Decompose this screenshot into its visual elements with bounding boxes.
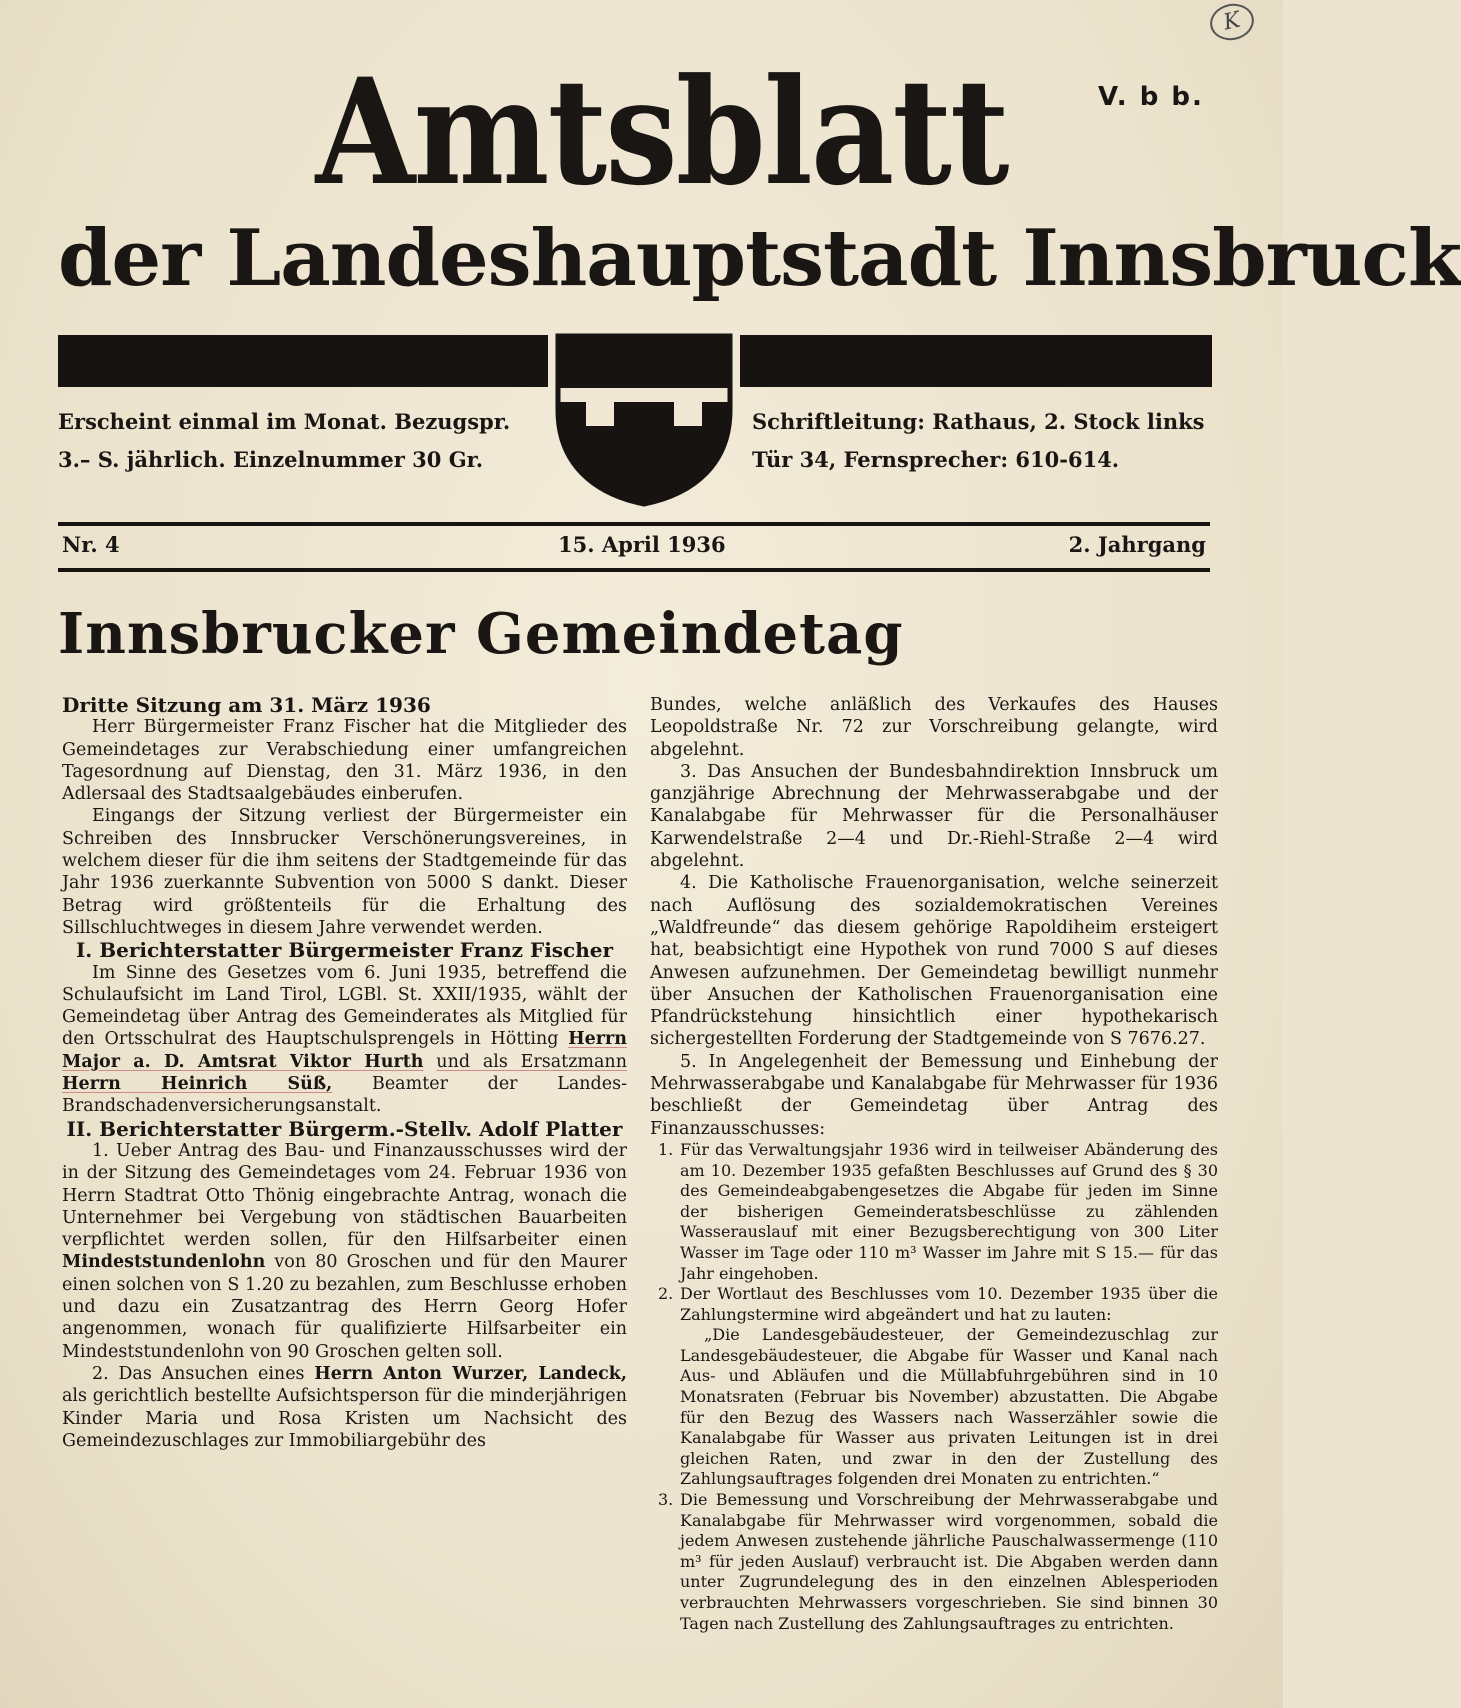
list-text: Für das Verwaltungsjahr 1936 wird in teilweiser Abänderung des am 10. Dezember 1935 gefaßten Beschlusses auf Grund des § 30 des Gemeindeabgabengesetzes die Abgabe für jeden im Sinne der bisherigen Gemeinderatsbeschlüsse zu zählenden Wasserauslauf mit einer Bezugsberechtigung von 300 Liter Wasser im Tage oder 110 m³ Wasser im Jahre mit S 15.— für das Jahr eingehoben.: [680, 1139, 1218, 1283]
issue-date: 15. April 1936: [558, 532, 726, 557]
corner-handwritten-mark: K: [1207, 0, 1258, 44]
masthead-subscription-info: [58, 403, 558, 479]
paragraph: 4. Die Katholische Frauenorganisation, welche seinerzeit nach Auflösung des sozialdemokratischen Vereines „Waldfreunde“ das diesem gehörige Rapoldiheim ersteigert hat, beabsichtigt eine Hypothek von rund 7000 S auf dieses Anwesen aufzunehmen. Der Gemeindetag bewilligt nunmehr über Ansuchen der Katholischen Frauenorganisation eine Pfandrückstehung hinsichtlich einer hypothekarisch sichergestellten Forderung der Stadtgemeinde von S 7676.27.: [650, 873, 1218, 1050]
paragraph-text: 2. Das Ansuchen eines: [92, 1363, 305, 1384]
article-headline: Innsbrucker Gemeindetag: [58, 601, 904, 667]
list-text: Die Bemessung und Vorschreibung der Mehrwasserabgabe und Kanalabgabe für Mehrwasser wird vorgenommen, sobald die jedem Anwesen zustehende jährliche Pauschalwassermenge (110 m³ für jeden Auslauf) verbraucht ist. Die Abgaben werden dann unter Zugrundelegung des in den einzelnen Ablesperioden verbrauchten Mehrwassers vorgeschrieben. Sie sind binnen 30 Tagen nach Zustellung des Zahlungsauftrages zu entrichten.: [680, 1490, 1218, 1633]
rule-top: [58, 522, 1210, 526]
classification-mark: V. b b.: [1098, 82, 1204, 112]
list-number: 2.: [658, 1284, 674, 1304]
rule-bottom: [58, 568, 1210, 572]
list-text: Der Wortlaut des Beschlusses vom 10. Dezember 1935 über die Zahlungstermine wird abgeändert und hat zu lauten:: [680, 1284, 1218, 1324]
list-number: 3.: [658, 1490, 674, 1510]
editorial-line-2: Tür 34, Fernsprecher: 610-614.: [752, 447, 1120, 472]
list-item: [650, 1284, 1218, 1490]
paragraph: [62, 1363, 627, 1452]
person-name: Herrn Anton Wurzer, Landeck,: [314, 1363, 627, 1384]
paragraph: Eingangs der Sitzung verliest der Bürgermeister ein Schreiben des Innsbrucker Verschönerungsvereines, in welchem dieser für die ihm seitens der Stadtgemeinde für das Jahr 1936 zuerkannte Subvention von 5000 S dankt. Dieser Betrag wird größtenteils für die Erhaltung des Sillschluchtweges in diesem Jahre verwendet werden.: [62, 806, 627, 938]
paragraph-text: als gerichtlich bestellte Aufsichtsperson für die minderjährigen Kinder Maria und Rosa Kristen um Nachsicht des Gemeindezuschlages zur Immobiliargebühr des: [62, 1386, 627, 1451]
paragraph: 3. Das Ansuchen der Bundesbahndirektion Innsbruck um ganzjährige Abrechnung der Mehrwasserabgabe und der Kanalabgabe für Mehrwasser für die Personalhäuser Karwendelstraße 2—4 und Dr.-Riehl-Straße 2—4 wird abgelehnt.: [650, 761, 1218, 872]
paragraph: Bundes, welche anläßlich des Verkaufes des Hauses Leopoldstraße Nr. 72 zur Vorschreibung gelangte, wird abgelehnt.: [650, 695, 1218, 760]
list-number: 1.: [658, 1139, 674, 1159]
article-column-right: [650, 694, 1218, 1634]
section-heading: II. Berichterstatter Bürgerm.-Stellv. Adolf Platter: [66, 1116, 623, 1141]
city-coat-of-arms-icon: [554, 332, 734, 507]
paragraph: 5. In Angelegenheit der Bemessung und Einhebung der Mehrwasserabgabe und Kanalabgabe für Mehrwasser für 1936 beschließt der Gemeindetag über Antrag des Finanzausschusses:: [650, 1051, 1218, 1139]
session-subtitle: Dritte Sitzung am 31. März 1936: [62, 693, 431, 717]
issue-number: Nr. 4: [62, 532, 120, 557]
person-name: Herrn Heinrich Süß,: [62, 1074, 333, 1095]
paragraph-text: Im Sinne des Gesetzes vom 6. Juni 1935, betreffend die Schulaufsicht im Land Tirol, LGBl. St. XXII/1935, wählt der Gemeindetag über Antrag des Gemeinderates als Mitglied für den Ortsschulrat des Hauptschulsprengels in Hötting: [62, 962, 627, 1050]
paragraph-text: von 80 Groschen und für den Maurer einen solchen von S 1.20 zu bezahlen, zum Beschlusse erhoben und dazu ein Zusatzantrag des Herrn Georg Hofer angenommen, wonach für qualifizierte Hilfsarbeiter ein Mindeststundenlohn von 90 Groschen gelten soll.: [62, 1252, 627, 1362]
paragraph-text: und als Ersatzmann: [436, 1051, 627, 1072]
list-item: [650, 1140, 1218, 1284]
subscription-line-1: Erscheint einmal im Monat. Bezugspr.: [58, 409, 511, 434]
paragraph-text: 1. Ueber Antrag des Bau- und Finanzausschusses wird der in der Sitzung des Gemeindetages vom 24. Februar 1936 von Herrn Stadtrat Otto Thönig eingebrachte Antrag, wonach die Unternehmer bei Vergebung von städtischen Bauarbeiten verpflichtet werden sollen, für den Hilfsarbeiter einen: [62, 1140, 627, 1251]
section-heading: I. Berichterstatter Bürgermeister Franz Fischer: [75, 938, 614, 963]
masthead-title: Amtsblatt: [315, 47, 1008, 218]
quoted-text: „Die Landesgebäudesteuer, der Gemeindezuschlag zur Landesgebäudesteuer, die Abgabe für Wasser und Kanal nach Aus- und Abläufen und die Müllabfuhrgebühren sind in 10 Monatsraten (Februar bis November) abzustatten. Die Abgabe für den Bezug des Wassers nach Wasserzähler sowie die Kanalabgabe für Wasser aus privaten Leitungen ist in drei gleichen Raten, und zwar in den der Zustellung des Zahlungsauftrages folgenden drei Monaten zu entrichten.“: [680, 1325, 1218, 1489]
article-column-left: [62, 694, 627, 1452]
masthead-bar-left: [58, 335, 548, 387]
list-item: [650, 1490, 1218, 1634]
resolution-list: [650, 1140, 1218, 1634]
paragraph: Herr Bürgermeister Franz Fischer hat die Mitglieder des Gemeindetages zur Verabschiedung einer umfangreichen Tagesordnung auf Dienstag, den 31. März 1936, in den Adlersaal des Stadtsaalgebäudes einberufen.: [62, 717, 627, 805]
paragraph-text: Beamter der Landes-Brandschadenversicherungsanstalt.: [62, 1074, 627, 1117]
issue-info-bar: [58, 532, 1210, 564]
subscription-line-2: 3.– S. jährlich. Einzelnummer 30 Gr.: [58, 447, 484, 472]
paragraph: [62, 962, 627, 1118]
emphasis-text: Mindeststundenlohn: [62, 1252, 266, 1273]
issue-volume: 2. Jahrgang: [1068, 532, 1206, 557]
masthead-subtitle: der Landeshauptstadt Innsbruck: [58, 213, 1461, 304]
editorial-line-1: Schriftleitung: Rathaus, 2. Stock links: [752, 409, 1205, 434]
paragraph: [62, 1140, 627, 1363]
masthead-editorial-info: [752, 403, 1222, 479]
person-name: Herrn Major a. D. Amtsrat Viktor Hurth: [62, 1029, 627, 1072]
masthead-bar-right: [740, 335, 1212, 387]
